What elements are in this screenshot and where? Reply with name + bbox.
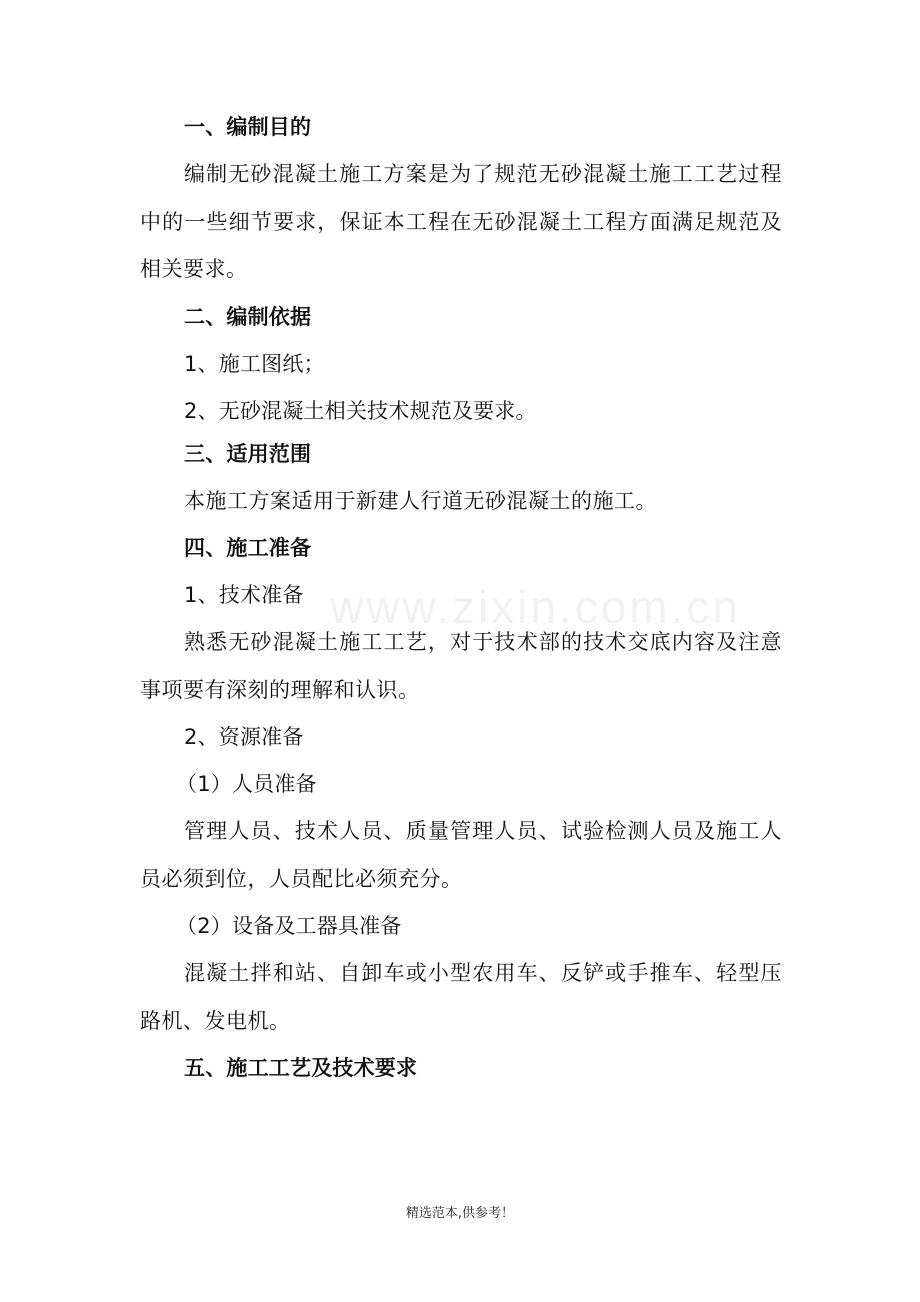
subheading-equipment: （2）设备及工器具准备 — [176, 914, 402, 938]
paragraph-personnel: 管理人员、技术人员、质量管理人员、试验检测人员及施工人员必须到位，人员配比必须充分。 — [140, 819, 782, 891]
subheading-tech-prep: 1、技术准备 — [184, 583, 304, 607]
section-heading-2: 二、编制依据 — [184, 304, 312, 329]
section-heading-1: 一、编制目的 — [184, 115, 312, 139]
paragraph-scope: 本施工方案适用于新建人行道无砂混凝土的施工。 — [184, 488, 657, 513]
subheading-personnel: （1）人员准备 — [176, 772, 317, 796]
section-heading-4: 四、施工准备 — [184, 536, 312, 560]
subheading-resource-prep: 2、资源准备 — [184, 725, 304, 749]
list-item-basis-2: 2、无砂混凝土相关技术规范及要求。 — [184, 398, 537, 423]
page-footer: 精选范本,供参考！ — [405, 1206, 515, 1221]
paragraph-tech-prep: 熟悉无砂混凝土施工工艺，对于技术部的技术交底内容及注意事项要有深刻的理解和认识。 — [140, 630, 782, 702]
document-body — [140, 104, 782, 1092]
section-heading-5: 五、施工工艺及技术要求 — [184, 1056, 418, 1080]
watermark-text: www.zixin.com.cn — [330, 581, 741, 633]
list-item-basis-1: 1、施工图纸； — [184, 351, 325, 376]
paragraph-equipment: 混凝土拌和站、自卸车或小型农用车、反铲或手推车、轻型压路机、发电机。 — [140, 961, 782, 1033]
section-heading-3: 三、适用范围 — [184, 441, 312, 466]
paragraph-purpose: 编制无砂混凝土施工方案是为了规范无砂混凝土施工工艺过程中的一些细节要求，保证本工程在无砂混凝土工程方面满足规范及相关要求。 — [140, 162, 782, 281]
